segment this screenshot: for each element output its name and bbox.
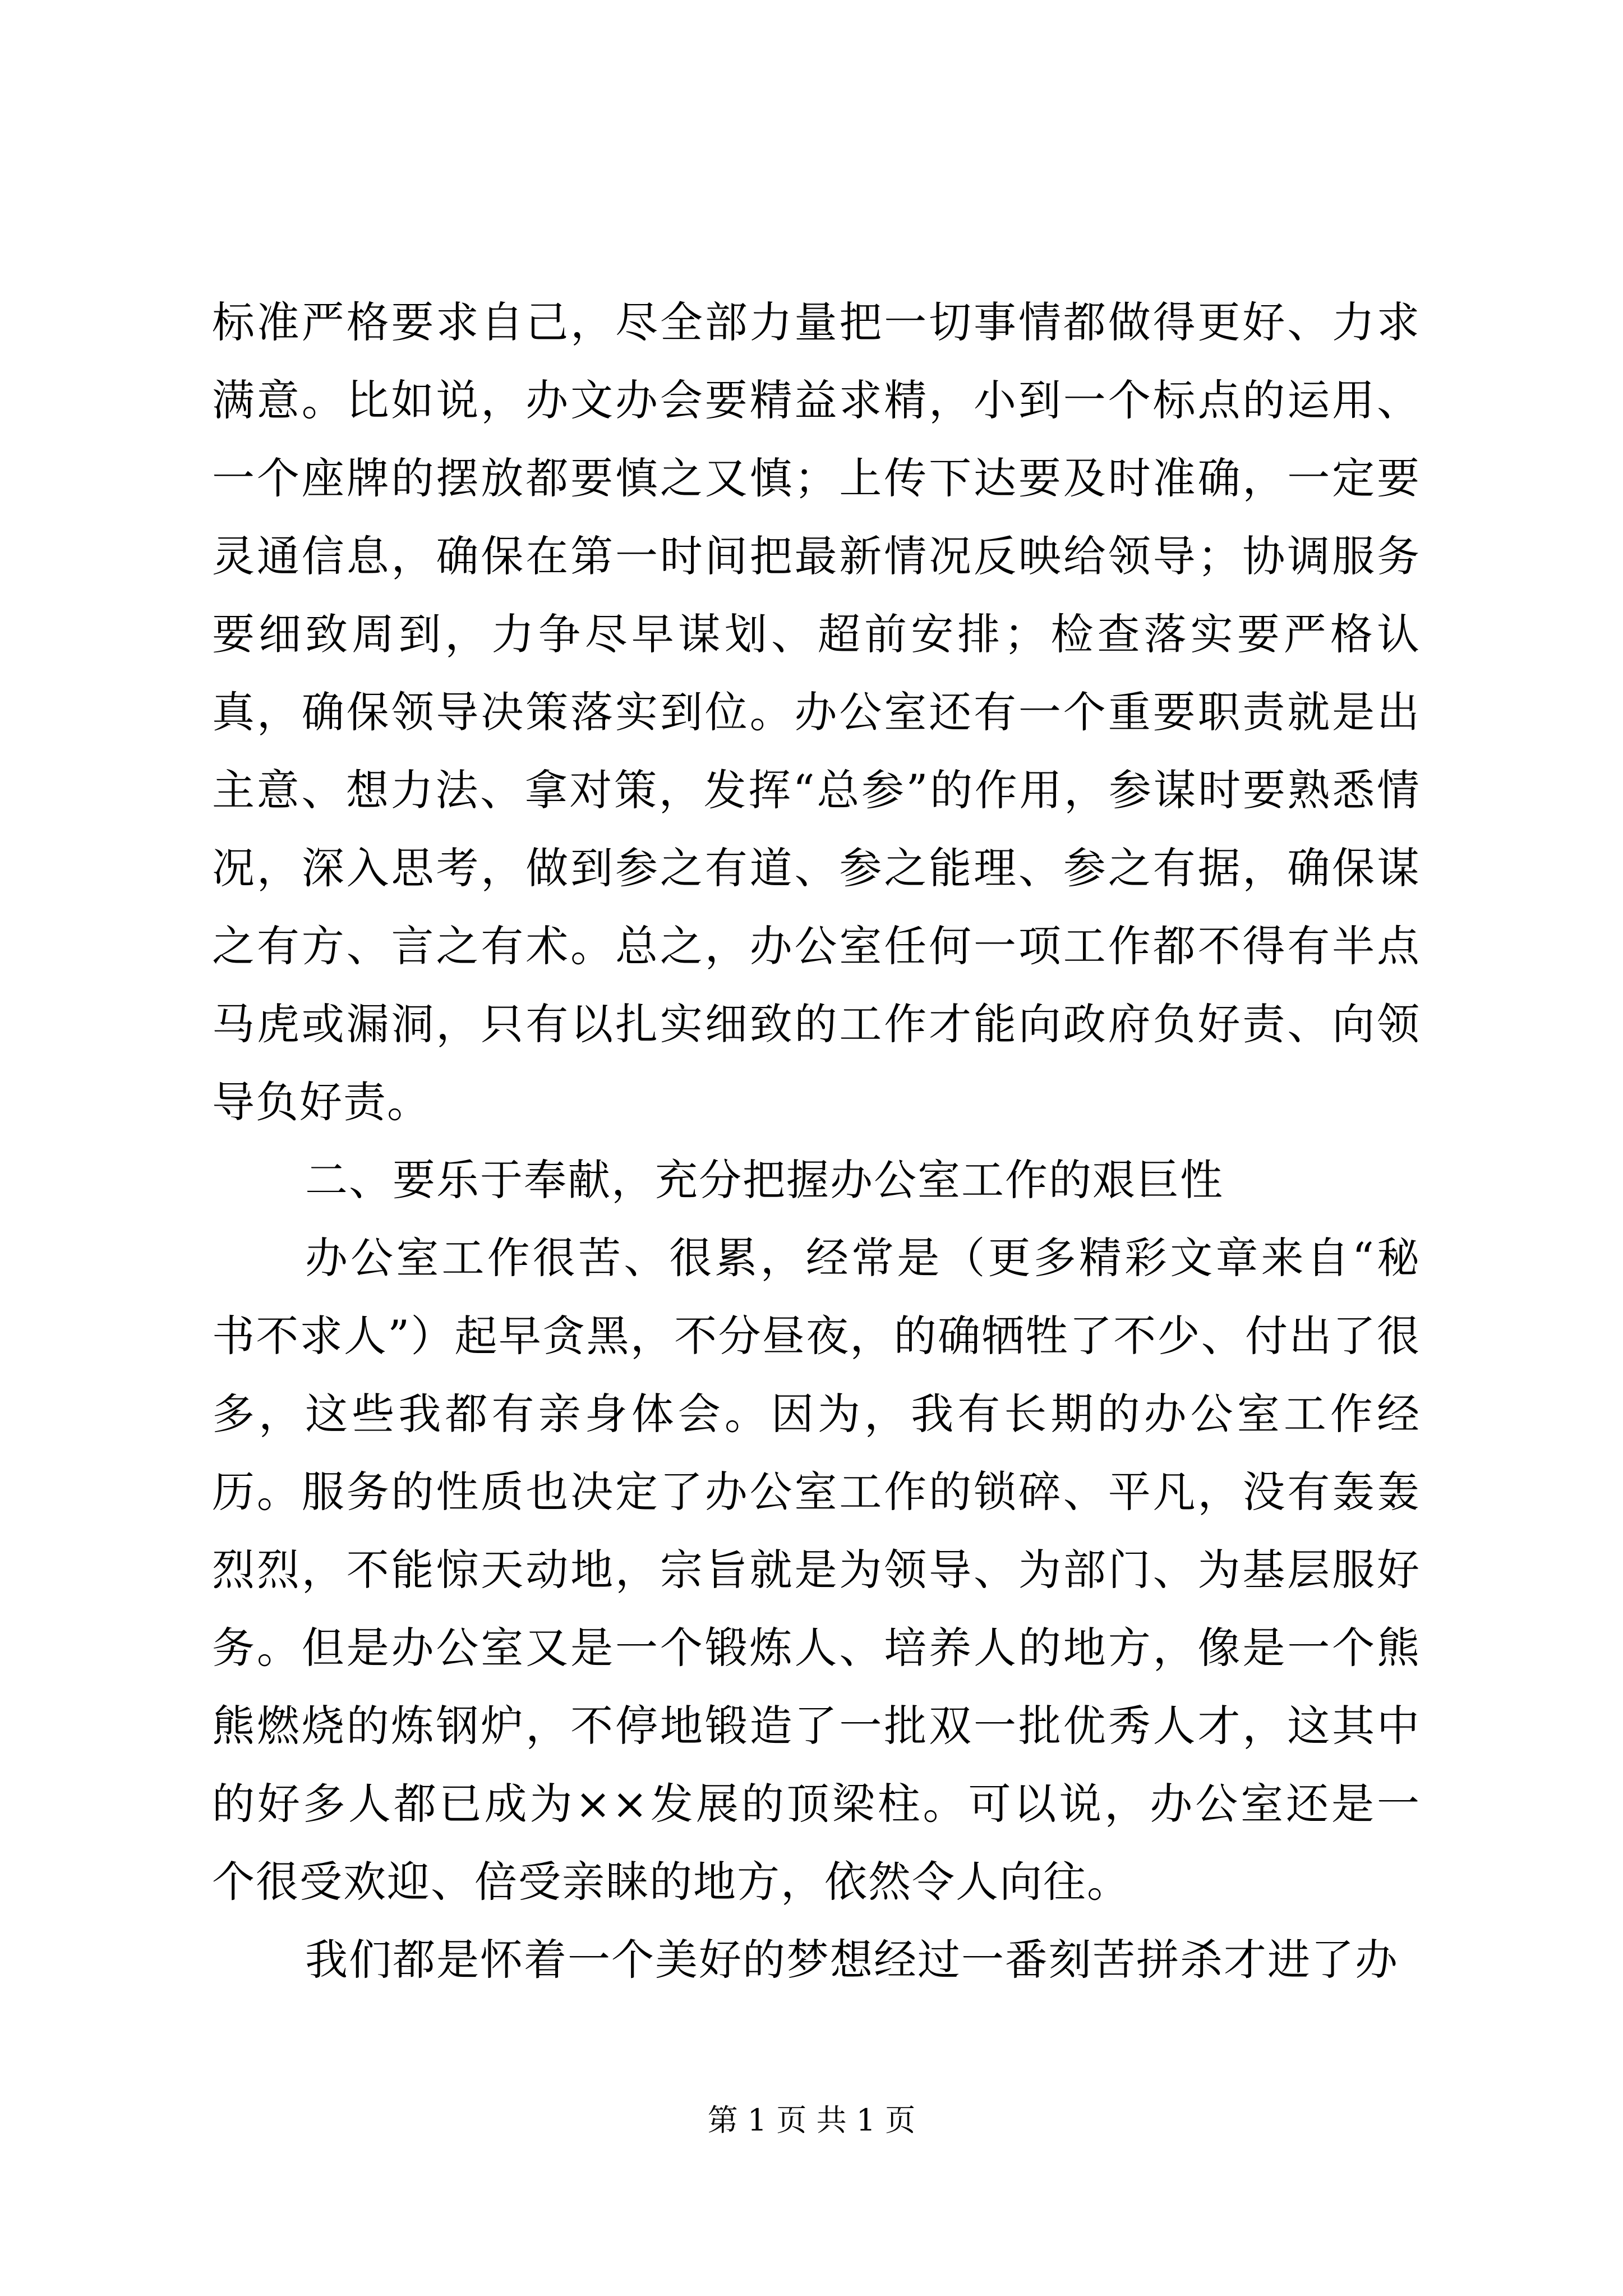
section-heading: 二、要乐于奉献，充分把握办公室工作的艰巨性: [305, 1155, 1224, 1205]
body-paragraph-3: 我们都是怀着一个美好的梦想经过一番刻苦拼杀才进了办: [305, 1935, 1399, 1985]
page-footer: 第 1 页 共 1 页: [707, 2102, 916, 2138]
body-paragraph-1: 标准严格要求自己，尽全部力量把一切事情都做得更好、力求满意。比如说，办文办会要精益求精，小到一个标点的运用、一个座牌的摆放都要慎之又慎；上传下达要及时准确，一定要灵通信息，确保在第一时间把最新情况反映给领导；协调服务要细致周到，力争尽早谋划、超前安排；检查落实要严格认真，确保领导决策落实到位。办公室还有一个重要职责就是出主意、想力法、拿对策，发挥“总参”的作用，参谋时要熟悉情况，深入思考，做到参之有道、参之能理、参之有据，确保谋之有方、言之有术。总之，办公室任何一项工作都不得有半点马虎或漏洞，只有以扎实细致的工作才能向政府负好责、向领导负好责。: [212, 297, 1421, 1127]
body-paragraph-2: 办公室工作很苦、很累，经常是（更多精彩文章来自“秘书不求人”）起早贪黑，不分昼夜，的确牺牲了不少、付出了很多，这些我都有亲身体会。因为，我有长期的办公室工作经历。服务的性质也决定了办公室工作的锁碎、平凡，没有轰轰烈烈，不能惊天动地，宗旨就是为领导、为部门、为基层服好务。但是办公室又是一个锻炼人、培养人的地方，像是一个熊熊燃烧的炼钢炉，不停地锻造了一批双一批优秀人才，这其中的好多人都已成为××发展的顶梁柱。可以说，办公室还是一个很受欢迎、倍受亲睐的地方，依然令人向往。: [212, 1233, 1421, 1907]
document-body: [212, 283, 1421, 1999]
